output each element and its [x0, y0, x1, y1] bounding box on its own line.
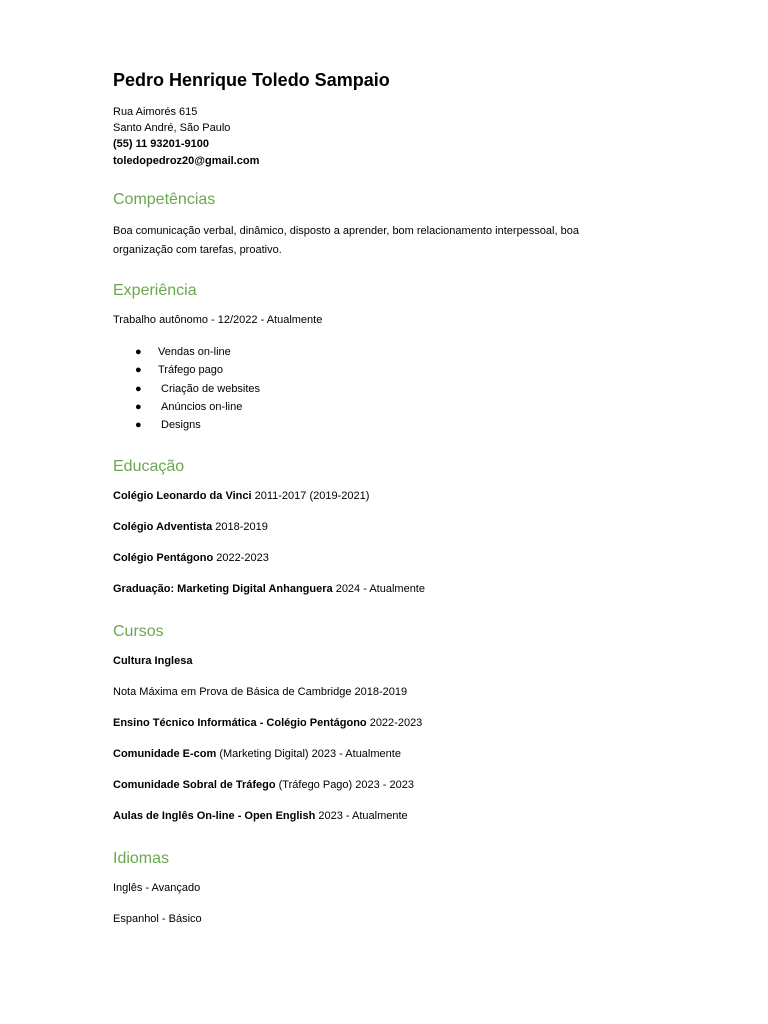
bullet-icon: ● [135, 419, 142, 432]
email-address: toledopedroz20@gmail.com [113, 154, 260, 167]
section-title-educacao: Educação [113, 458, 185, 475]
education-period: 2024 - Atualmente [332, 583, 425, 595]
education-period: 2018-2019 [212, 521, 268, 533]
language-entry: Inglês - Avançado [113, 882, 201, 894]
course-entry [113, 717, 422, 729]
course-detail: Nota Máxima em Prova de Básica de Cambridge 2018-2019 [113, 686, 408, 698]
education-school: Colégio Adventista [113, 521, 213, 533]
section-title-idiomas: Idiomas [113, 850, 170, 867]
candidate-name: Pedro Henrique Toledo Sampaio [113, 70, 390, 90]
course-entry [113, 779, 414, 791]
education-entry [113, 521, 268, 533]
competencias-line-2: organização com tarefas, proativo. [113, 243, 282, 256]
experience-item-label: Designs [161, 419, 201, 432]
course-entry [113, 686, 407, 698]
experience-item-label: Criação de websites [161, 382, 261, 395]
section-title-competencias: Competências [113, 191, 216, 208]
phone-number: (55) 11 93201-9100 [113, 138, 210, 151]
course-name: Ensino Técnico Informática - Colégio Pentágono [113, 717, 367, 729]
experience-item-label: Tráfego pago [158, 364, 224, 377]
bullet-icon: ● [135, 400, 142, 413]
competencias-line-1: Boa comunicação verbal, dinâmico, disposto a aprender, bom relacionamento interpessoal, boa [113, 225, 579, 237]
education-school: Colégio Pentágono [113, 552, 214, 564]
course-name: Cultura Inglesa [113, 655, 193, 667]
course-detail: 2023 - Atualmente [315, 810, 408, 822]
course-name: Comunidade E-com [113, 748, 217, 760]
course-entry [113, 810, 408, 822]
competencias-text [113, 222, 613, 259]
bullet-icon: ● [135, 364, 142, 377]
bullet-icon: ● [135, 346, 142, 358]
course-detail: 2022-2023 [366, 717, 423, 729]
section-title-cursos: Cursos [113, 623, 164, 640]
course-detail: (Tráfego Pago) 2023 - 2023 [275, 779, 414, 791]
experience-item-label: Anúncios on-line [161, 400, 243, 413]
course-detail: (Marketing Digital) 2023 - Atualmente [216, 748, 401, 760]
language-entry: Espanhol - Básico [113, 913, 202, 925]
education-period: 2022-2023 [213, 552, 269, 564]
address-city: Santo André, São Paulo [113, 122, 231, 135]
course-name: Aulas de Inglês On-line - Open English [113, 810, 316, 822]
experience-item-label: Vendas on-line [158, 346, 231, 358]
education-entry [113, 552, 269, 564]
education-entry [113, 583, 425, 595]
education-school: Graduação: Marketing Digital Anhanguera [113, 583, 333, 595]
bullet-icon: ● [135, 382, 142, 395]
education-entry [113, 490, 369, 502]
course-entry [113, 748, 401, 760]
education-school: Colégio Leonardo da Vinci [113, 490, 252, 502]
education-period: 2011-2017 (2019-2021) [251, 490, 370, 502]
course-entry [113, 655, 192, 667]
address-street: Rua Aimorés 615 [113, 106, 198, 118]
course-name: Comunidade Sobral de Tráfego [113, 779, 276, 791]
section-title-experiencia: Experiência [113, 282, 197, 299]
contact-block [113, 104, 259, 169]
job-entry: Trabalho autônomo - 12/2022 - Atualmente [113, 314, 323, 326]
